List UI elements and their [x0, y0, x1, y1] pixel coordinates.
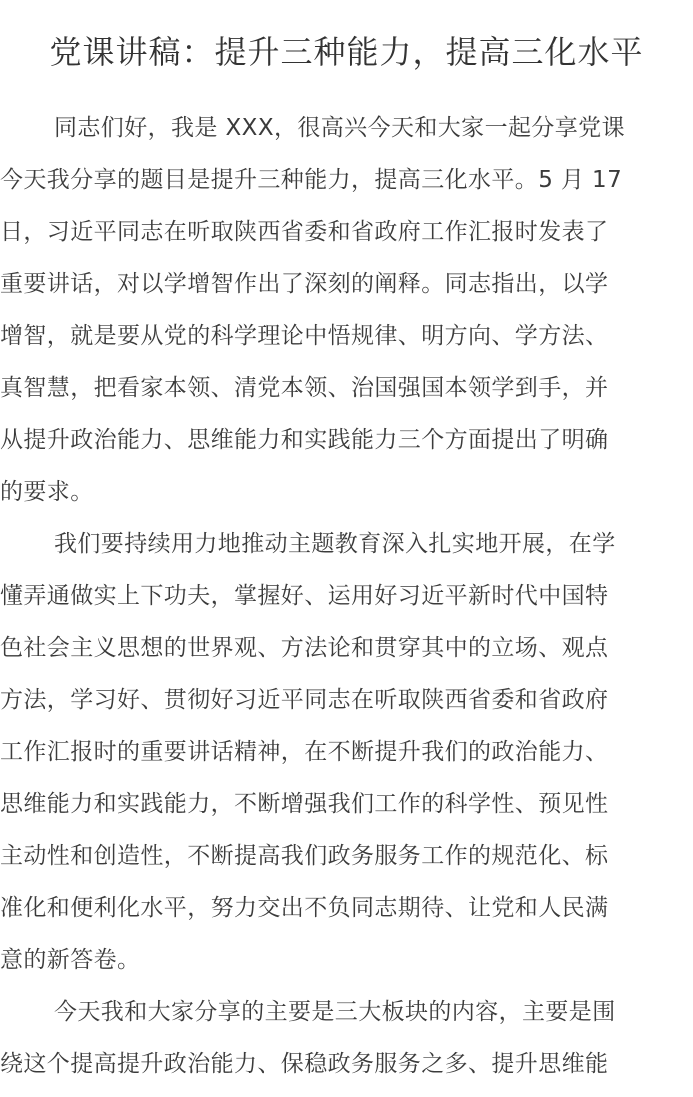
text-line: 今天我和大家分享的主要是三大板块的内容，主要是围	[54, 999, 616, 1025]
text-line: 我们要持续用力地推动主题教育深入扎实地开展，在学	[54, 531, 616, 557]
text-line: 意的新答卷。	[0, 947, 141, 973]
text-line: 同志们好，我是 XXX，很高兴今天和大家一起分享党课	[54, 115, 625, 141]
document-title: 党课讲稿：提升三种能力，提高三化水平	[49, 33, 644, 71]
text-line: 绕这个提高提升政治能力、保稳政务服务之多、提升思维能	[0, 1051, 609, 1077]
text-line: 从提升政治能力、思维能力和实践能力三个方面提出了明确	[0, 427, 609, 453]
paragraph-1	[0, 110, 693, 526]
document-body	[0, 110, 693, 1097]
text-line: 方法，学习好、贯彻好习近平同志在听取陕西省委和省政府	[0, 687, 609, 713]
text-line: 懂弄通做实上下功夫，掌握好、运用好习近平新时代中国特	[0, 583, 609, 609]
text-line: 色社会主义思想的世界观、方法论和贯穿其中的立场、观点	[0, 635, 609, 661]
text-line: 主动性和创造性，不断提高我们政务服务工作的规范化、标	[0, 843, 609, 869]
text-line: 重要讲话，对以学增智作出了深刻的阐释。同志指出，以学	[0, 271, 609, 297]
paragraph-2	[0, 526, 693, 994]
text-line: 的要求。	[0, 479, 94, 505]
text-line: 工作汇报时的重要讲话精神，在不断提升我们的政治能力、	[0, 739, 609, 765]
text-line: 今天我分享的题目是提升三种能力，提高三化水平。5 月 17	[0, 167, 623, 193]
paragraph-3	[0, 994, 693, 1097]
text-line: 思维能力和实践能力，不断增强我们工作的科学性、预见性	[0, 791, 609, 817]
text-line: 准化和便利化水平，努力交出不负同志期待、让党和人民满	[0, 895, 609, 921]
text-line: 增智，就是要从党的科学理论中悟规律、明方向、学方法、	[0, 323, 609, 349]
text-line: 日，习近平同志在听取陕西省委和省政府工作汇报时发表了	[0, 219, 609, 245]
text-line: 真智慧，把看家本领、清党本领、治国强国本领学到手，并	[0, 375, 609, 401]
